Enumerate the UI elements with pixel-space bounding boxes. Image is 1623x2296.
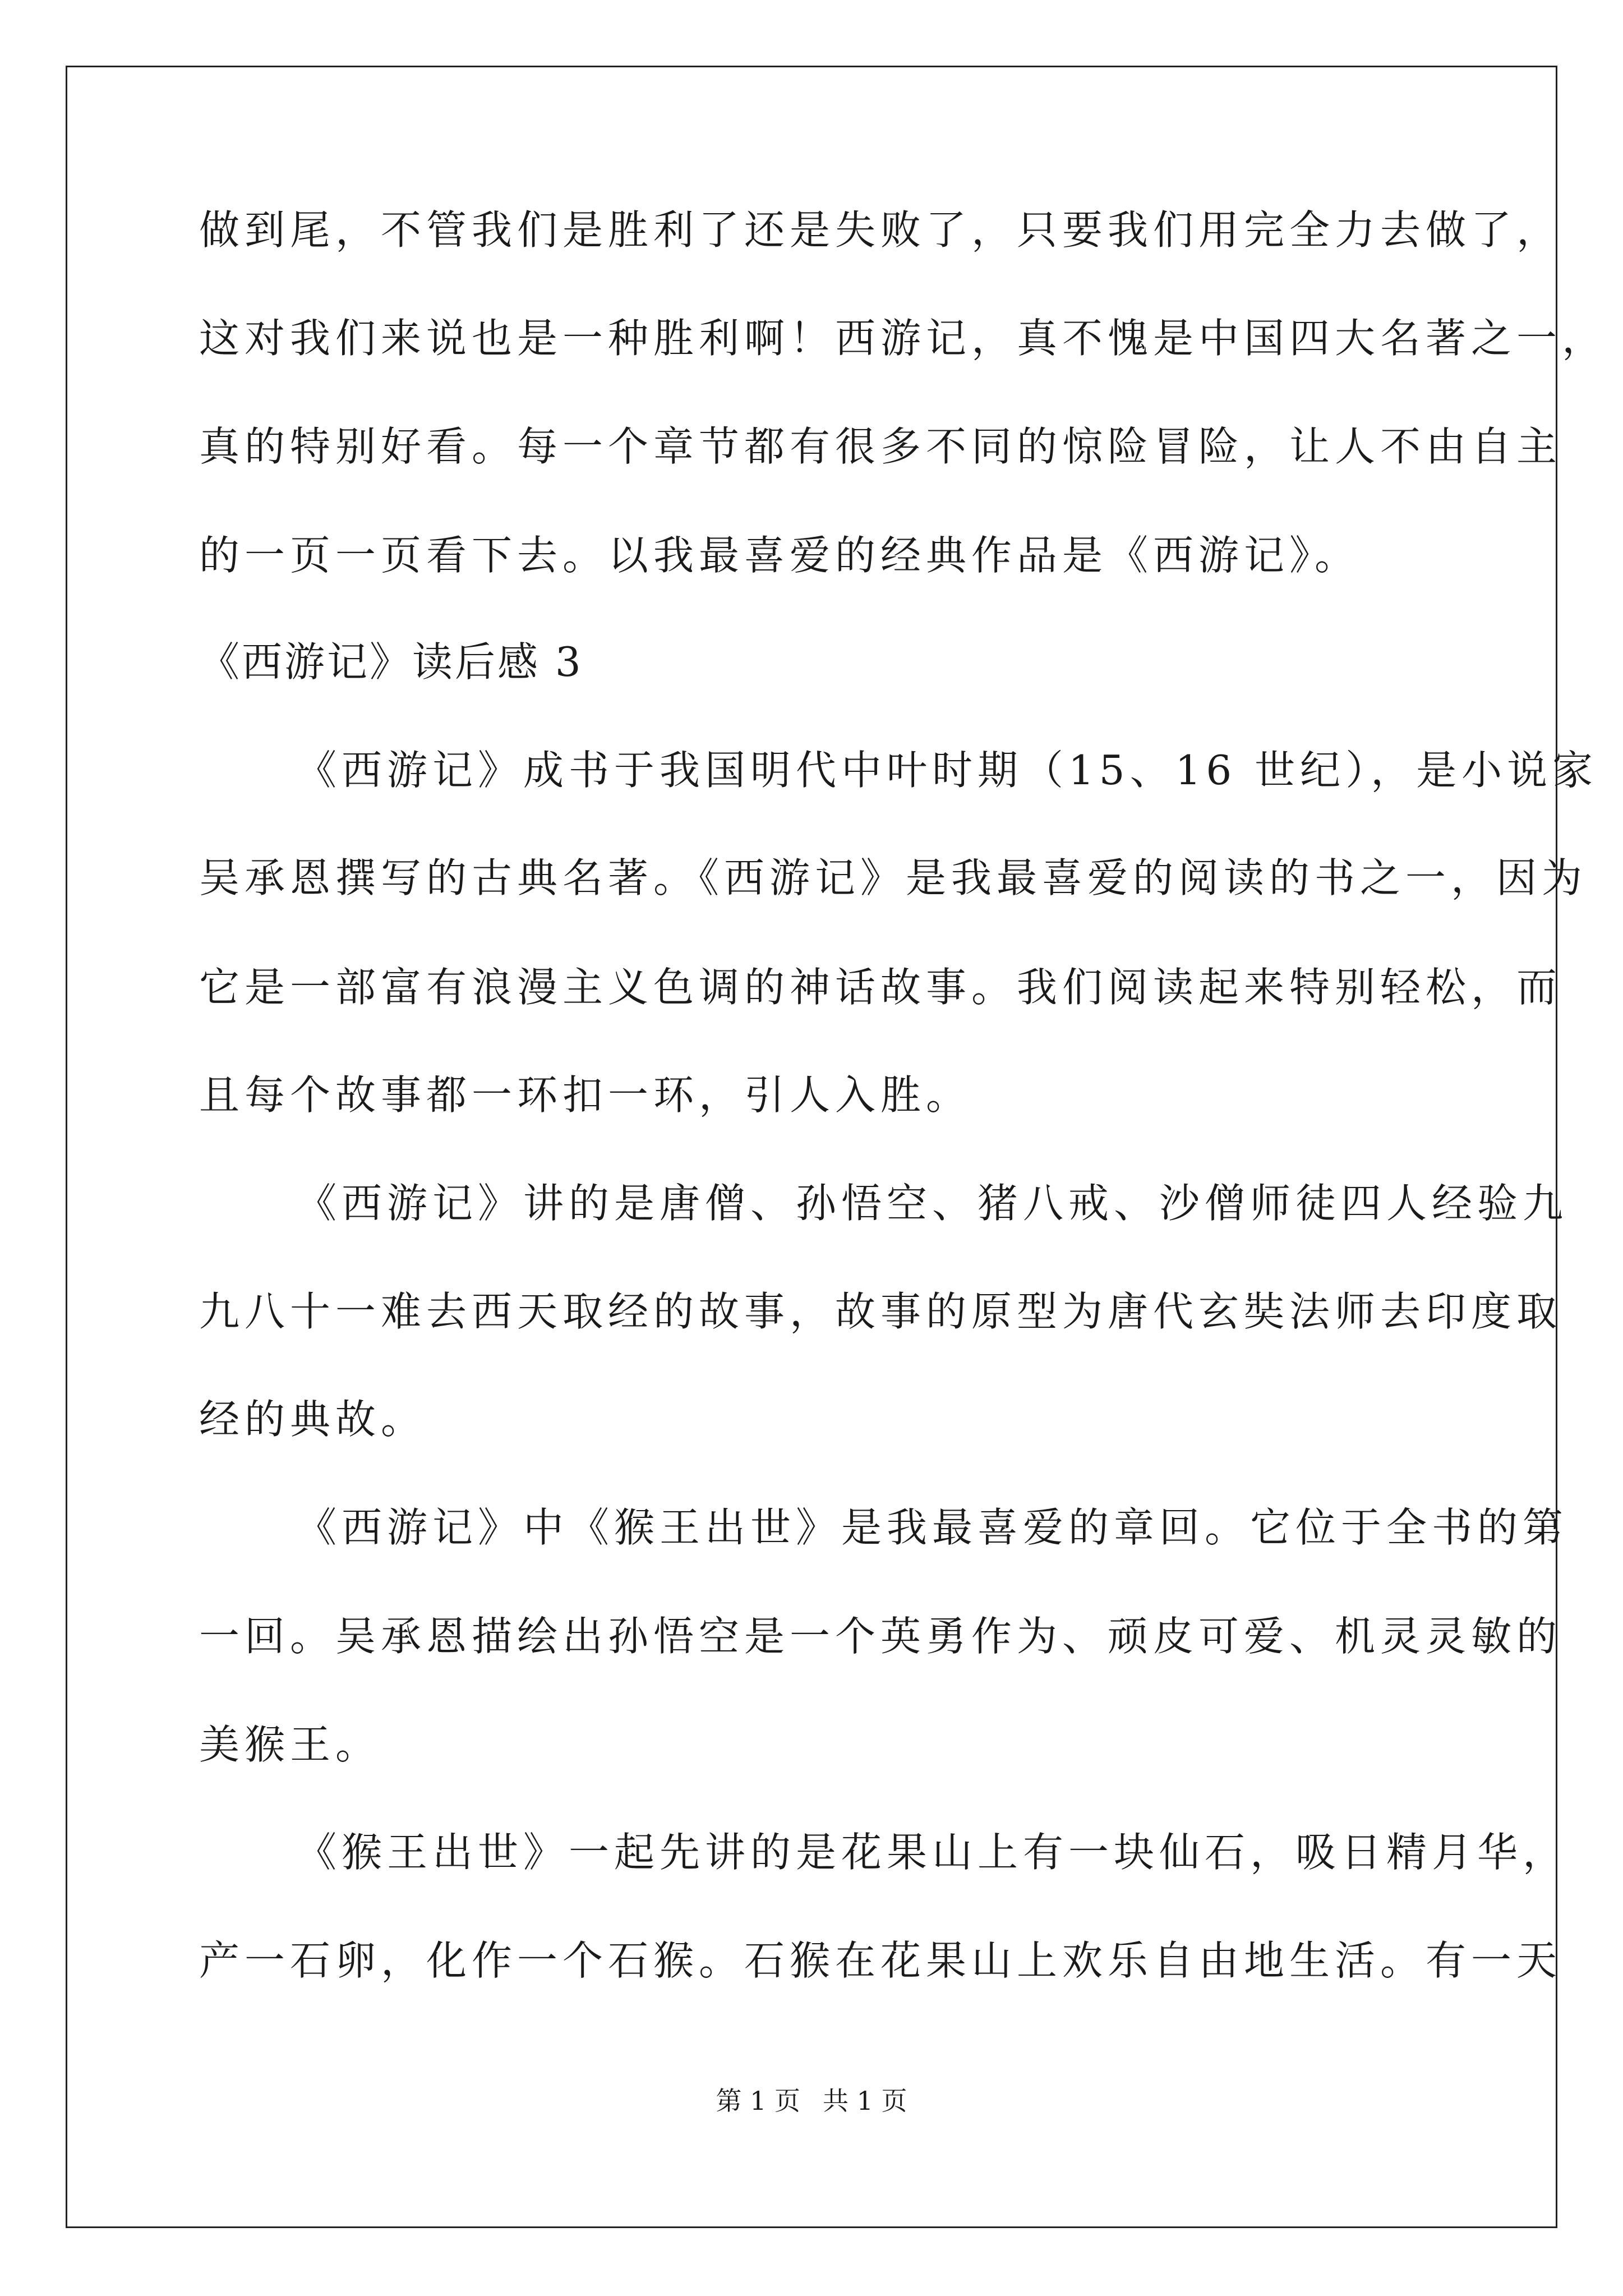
text-line: 经的典故。	[199, 1396, 427, 1443]
text-line: 九八十一难去西天取经的故事，故事的原型为唐代玄奘法师去印度取	[199, 1288, 1562, 1335]
text-line: 《西游记》中《猴王出世》是我最喜爱的章回。它位于全书的第	[296, 1504, 1569, 1551]
text-line: 《猴王出世》一起先讲的是花果山上有一块仙石，吸日精月华，	[296, 1829, 1569, 1876]
page-footer	[0, 2084, 1623, 2118]
text-line: 一回。吴承恩描绘出孙悟空是一个英勇作为、顽皮可爱、机灵灵敏的	[199, 1613, 1562, 1660]
section-heading: 《西游记》读后感 3	[199, 638, 583, 685]
text-line: 美猴王。	[199, 1721, 381, 1768]
text-line: 它是一部富有浪漫主义色调的神话故事。我们阅读起来特别轻松，而	[199, 964, 1562, 1011]
total-pages: 共 1 页	[823, 2086, 907, 2116]
text-line: 《西游记》成书于我国明代中叶时期（15、16 世纪），是小说家	[296, 747, 1598, 794]
text-line: 《西游记》讲的是唐僧、孙悟空、猪八戒、沙僧师徒四人经验九	[296, 1180, 1569, 1227]
text-line: 做到尾，不管我们是胜利了还是失败了，只要我们用完全力去做了，	[199, 206, 1562, 254]
text-line: 这对我们来说也是一种胜利啊！西游记，真不愧是中国四大名著之一，	[199, 315, 1608, 362]
page-number: 第 1 页	[716, 2086, 800, 2116]
text-line: 的一页一页看下去。以我最喜爱的经典作品是《西游记》。	[199, 532, 1361, 579]
page-border	[66, 66, 1557, 2228]
text-line: 产一石卵，化作一个石猴。石猴在花果山上欢乐自由地生活。有一天	[199, 1937, 1562, 1984]
text-line: 吴承恩撰写的古典名著。《西游记》是我最喜爱的阅读的书之一，因为	[199, 854, 1588, 901]
text-line: 真的特别好看。每一个章节都有很多不同的惊险冒险，让人不由自主	[199, 423, 1562, 470]
text-line: 且每个故事都一环扣一环，引人入胜。	[199, 1071, 972, 1119]
